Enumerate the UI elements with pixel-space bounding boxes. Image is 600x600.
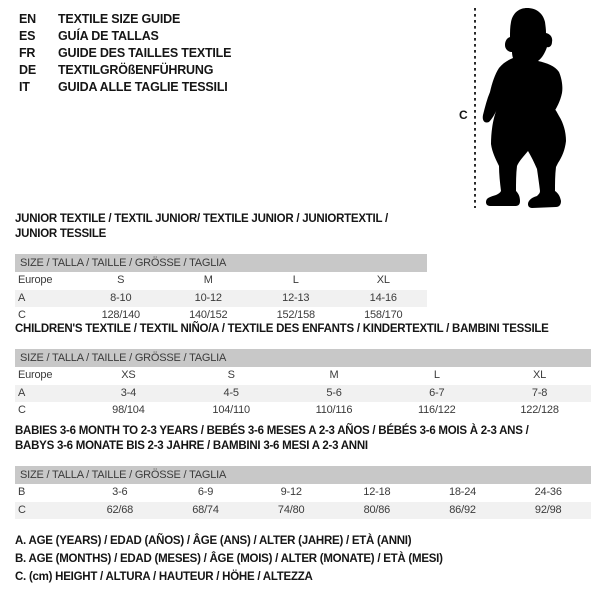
size-cell: 6-7 (429, 386, 445, 399)
babies-size-table (15, 466, 591, 519)
size-cell: 86/92 (449, 503, 476, 516)
size-cell: L (292, 274, 299, 286)
size-cell: S (227, 369, 235, 381)
size-cell: 14-16 (369, 291, 397, 304)
size-cell: 12-13 (282, 291, 310, 304)
size-cell: 18-24 (448, 486, 477, 498)
lang-code: IT (19, 79, 30, 94)
size-cell: L (433, 369, 440, 381)
children-size-table (15, 349, 591, 420)
size-cell: 24-36 (534, 486, 562, 498)
table-row (15, 272, 427, 290)
size-cell: 158/170 (364, 309, 403, 321)
lang-label: GUIDA ALLE TAGLIE TESSILI (58, 79, 228, 94)
size-cell: 12-18 (363, 486, 391, 498)
legend-block (15, 532, 443, 586)
height-measure-label: C (459, 108, 468, 122)
size-cell: 7-8 (531, 386, 548, 399)
size-cell: 152/158 (276, 309, 315, 321)
lang-label: GUIDE DES TAILLES TEXTILE (58, 45, 232, 60)
figure-svg (455, 0, 600, 215)
size-cell: 10-12 (194, 291, 222, 304)
size-cell: 4-5 (223, 386, 239, 399)
size-cell: S (117, 274, 125, 286)
size-header-bar: SIZE / TALLA / TAILLE / GRÖSSE / TAGLIA (15, 466, 591, 484)
babies-textile-section (15, 424, 591, 519)
section-title: CHILDREN'S TEXTILE / TEXTIL NIÑO/A / TEXTILE DES ENFANTS / KINDERTEXTIL / BAMBINI TESSILE (15, 323, 549, 335)
size-cell: 140/152 (189, 309, 228, 321)
row-label: A (18, 291, 26, 304)
row-label: Europe (18, 369, 53, 381)
row-label: C (18, 404, 26, 416)
table-row (15, 484, 591, 502)
size-cell: 3-4 (120, 386, 137, 399)
lang-row-es (19, 27, 231, 44)
table-row (15, 385, 591, 403)
size-cell: 104/110 (212, 404, 250, 416)
size-cell: 3-6 (112, 486, 128, 498)
size-cell: M (329, 369, 339, 381)
size-cell: 6-9 (197, 486, 214, 498)
size-cell: 110/116 (315, 404, 353, 416)
lang-row-de (19, 61, 231, 78)
size-cell: 92/98 (534, 503, 562, 516)
children-textile-section (15, 322, 591, 420)
lang-row-en (19, 10, 231, 27)
row-label: B (18, 486, 26, 498)
size-cell: XL (533, 369, 547, 381)
baby-height-figure (455, 0, 600, 215)
size-cell: M (203, 274, 213, 286)
legend-height-cm: C. (cm) HEIGHT / ALTURA / HAUTEUR / HÖHE / ALTEZZA (15, 571, 313, 583)
size-cell: 9-12 (280, 486, 302, 498)
size-cell: 80/86 (363, 503, 391, 516)
size-cell: 62/68 (106, 503, 134, 516)
table-row (15, 402, 591, 420)
lang-label: TEXTILGRÖßENFÜHRUNG (58, 62, 214, 77)
size-cell: 128/140 (101, 309, 140, 321)
size-cell: 74/80 (277, 503, 305, 516)
lang-code: DE (19, 62, 36, 77)
junior-size-table (15, 254, 427, 325)
row-label: A (18, 386, 26, 399)
row-label: C (18, 309, 26, 321)
table-row (15, 367, 591, 385)
row-label: Europe (18, 274, 53, 286)
size-cell: XS (121, 369, 136, 381)
language-title-block (19, 10, 231, 95)
section-title: JUNIOR TEXTILE / TEXTIL JUNIOR/ TEXTILE JUNIOR / JUNIORTEXTIL / JUNIOR TESSILE (15, 213, 388, 240)
lang-code: FR (19, 45, 36, 60)
size-header-bar: SIZE / TALLA / TAILLE / GRÖSSE / TAGLIA (15, 254, 427, 272)
lang-code: ES (19, 28, 36, 43)
size-cell: 116/122 (418, 404, 456, 416)
toddler-silhouette-icon (483, 8, 566, 208)
size-cell: 68/74 (192, 503, 219, 516)
lang-label: TEXTILE SIZE GUIDE (58, 11, 181, 26)
row-label: C (18, 503, 26, 516)
section-title-line2: BABYS 3-6 MONATE BIS 2-3 JAHRE / BAMBINI 3-6 MESI A 2-3 ANNI (15, 440, 368, 452)
size-cell: 98/104 (112, 404, 145, 416)
size-cell: XL (376, 274, 390, 286)
table-row (15, 290, 427, 308)
size-cell: 122/128 (520, 404, 559, 416)
section-title-line1: BABIES 3-6 MONTH TO 2-3 YEARS / BEBÉS 3-6 MESES A 2-3 AÑOS / BÉBÉS 3-6 MOIS À 2-3 ANS / (15, 425, 529, 437)
lang-code: EN (19, 11, 36, 26)
legend-age-years: A. AGE (YEARS) / EDAD (AÑOS) / ÂGE (ANS) / ALTER (JAHRE) / ETÀ (ANNI) (15, 535, 412, 547)
junior-textile-section (15, 212, 427, 325)
lang-row-it (19, 78, 231, 95)
size-cell: 5-6 (326, 386, 342, 399)
legend-age-months: B. AGE (MONTHS) / EDAD (MESES) / ÂGE (MOIS) / ALTER (MONATE) / ETÀ (MESI) (15, 553, 443, 565)
table-row (15, 502, 591, 520)
size-cell: 8-10 (110, 291, 132, 304)
lang-label: GUÍA DE TALLAS (58, 28, 159, 43)
lang-row-fr (19, 44, 231, 61)
size-header-bar: SIZE / TALLA / TAILLE / GRÖSSE / TAGLIA (15, 349, 591, 367)
